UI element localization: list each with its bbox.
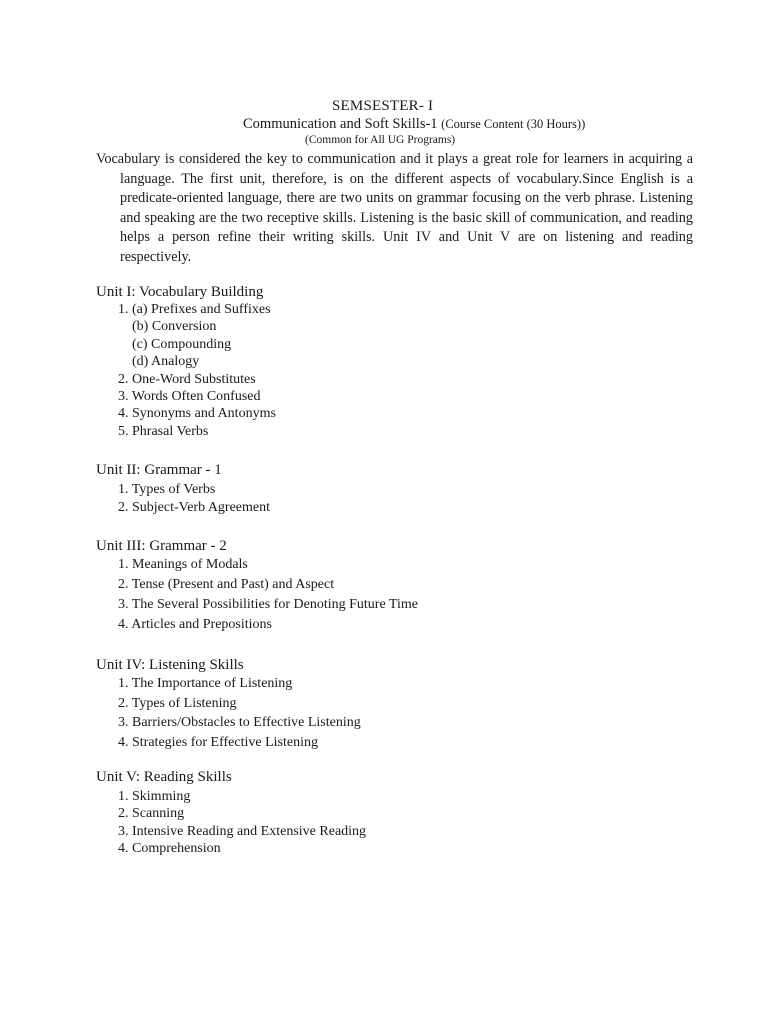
- course-content-hours: (Course Content (30 Hours)): [441, 117, 586, 131]
- unit-3-title: Unit III: Grammar - 2: [96, 538, 227, 554]
- list-item: 3. Barriers/Obstacles to Effective Listening: [118, 715, 361, 731]
- list-item: 3. Words Often Confused: [118, 389, 261, 405]
- programs-note: (Common for All UG Programs): [305, 134, 456, 146]
- unit-4-title: Unit IV: Listening Skills: [96, 657, 244, 673]
- unit-5-list: [96, 788, 366, 857]
- unit-4-list: [96, 674, 361, 752]
- list-item: 4. Articles and Prepositions: [118, 617, 272, 632]
- list-item: 4. Strategies for Effective Listening: [118, 734, 318, 750]
- list-item: 4. Comprehension: [118, 840, 221, 856]
- list-item: 3. Intensive Reading and Extensive Reading: [118, 823, 367, 839]
- list-item: 2. Tense (Present and Past) and Aspect: [118, 577, 335, 592]
- list-item: (b) Conversion: [132, 319, 217, 335]
- list-item: 1. Meanings of Modals: [118, 557, 248, 572]
- list-item: 1. Skimming: [118, 789, 191, 804]
- unit-1-section: [96, 283, 276, 440]
- list-item: 1. (a) Prefixes and Suffixes: [118, 302, 271, 317]
- list-item: (d) Analogy: [132, 354, 200, 370]
- unit-3-list: [96, 555, 418, 635]
- list-item: 3. The Several Possibilities for Denoting Future Time: [118, 597, 418, 612]
- list-item: 2. One-Word Substitutes: [118, 371, 256, 387]
- list-item: 2. Scanning: [118, 806, 185, 822]
- unit-1-title: Unit I: Vocabulary Building: [96, 284, 264, 300]
- unit-2-title: Unit II: Grammar - 1: [96, 462, 222, 478]
- list-item: 5. Phrasal Verbs: [118, 423, 209, 439]
- unit-2-list: [96, 481, 270, 516]
- unit-1-list: [96, 301, 276, 440]
- list-item: 1. Types of Verbs: [118, 482, 216, 497]
- unit-5-section: [96, 768, 366, 857]
- list-item: (c) Compounding: [132, 336, 232, 352]
- unit-5-title: Unit V: Reading Skills: [96, 769, 232, 785]
- course-title: [243, 116, 585, 133]
- list-item: 2. Types of Listening: [118, 695, 237, 711]
- list-item: 1. The Importance of Listening: [118, 676, 293, 691]
- unit-4-section: [96, 656, 361, 752]
- list-item: 4. Synonyms and Antonyms: [118, 406, 276, 422]
- list-item: 2. Subject-Verb Agreement: [118, 499, 271, 515]
- intro-paragraph: Vocabulary is considered the key to communication and it plays a great role for learners in acquiring a language. The first unit, therefore, is on the different aspects of vocabulary.Since English is a predicate-oriented language, there are two units on grammar focusing on the verb phrase. Listening and speaking are the two receptive skills. Listening is the basic skill of communication, and reading helps a person refine their writing skills. Unit IV and Unit V are on listening and reading respectively.: [96, 151, 693, 265]
- unit-3-section: [96, 537, 418, 635]
- semester-heading: SEMSESTER- I: [332, 98, 434, 114]
- course-title-main: Communication and Soft Skills-1: [243, 116, 442, 132]
- unit-2-section: [96, 461, 270, 516]
